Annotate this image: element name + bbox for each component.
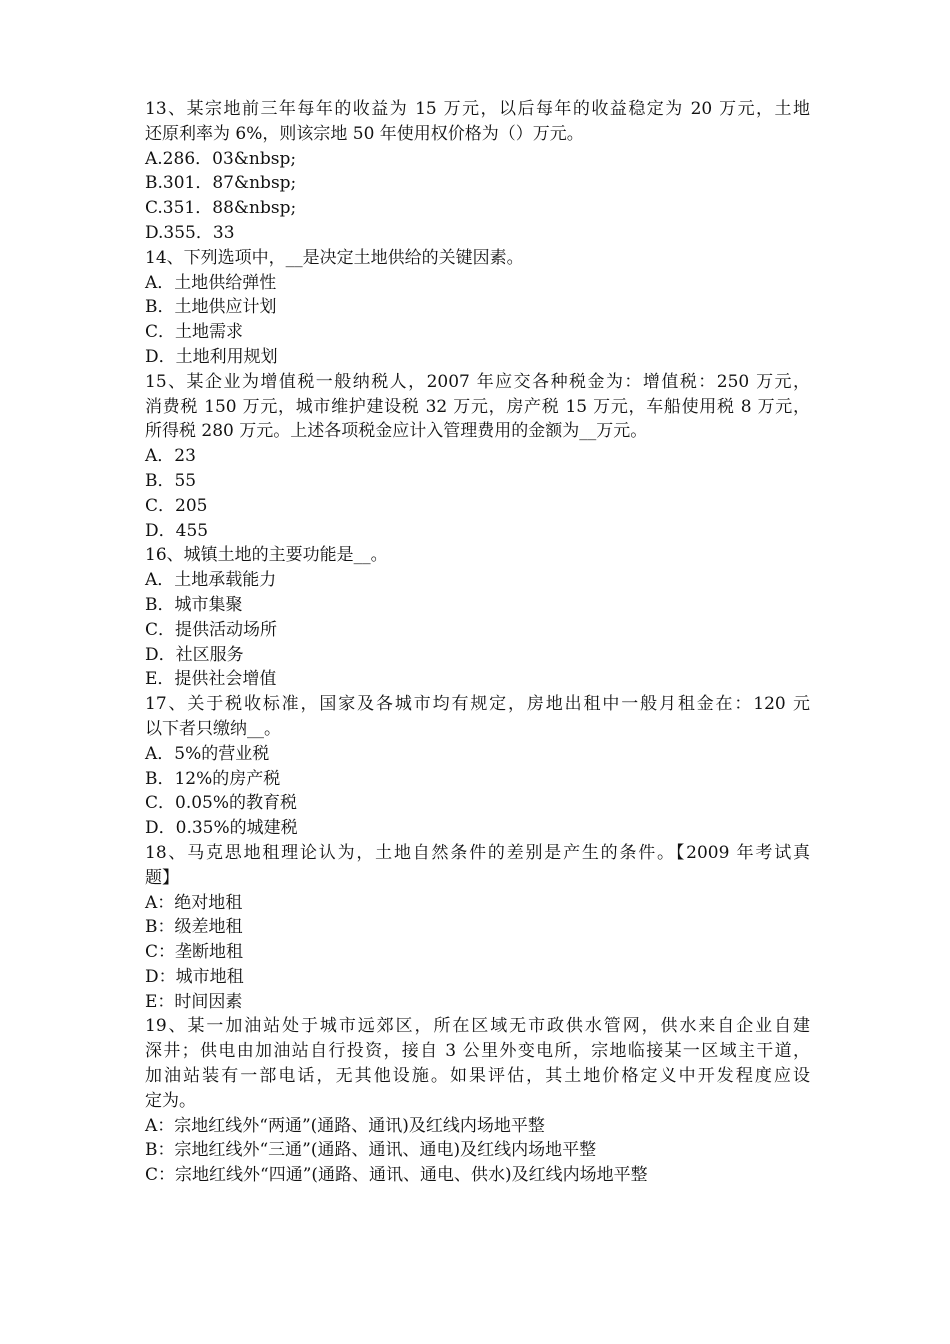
question-block — [145, 370, 810, 544]
question-stem-line: 题】 — [145, 867, 179, 888]
answer-option: B.301．87&nbsp; — [145, 173, 297, 194]
answer-option: C.351．88&nbsp; — [145, 198, 297, 219]
question-stem-line: 15、某企业为增值税一般纳税人，2007 年应交各种税金为：增值税：250 万元， — [145, 371, 810, 392]
answer-option: D．土地利用规划 — [145, 346, 278, 367]
question-block — [145, 841, 810, 1015]
answer-option: C．205 — [145, 495, 208, 516]
answer-option: A．土地承载能力 — [145, 570, 277, 591]
answer-option: A：绝对地租 — [145, 892, 243, 913]
answer-option: D.355．33 — [145, 222, 235, 243]
answer-option: B．12%的房产税 — [145, 768, 281, 789]
answer-option: A．土地供给弹性 — [145, 272, 277, 293]
question-stem-line: 加油站装有一部电话，无其他设施。如果评估，其土地价格定义中开发程度应设 — [145, 1066, 810, 1087]
answer-option: C：垄断地租 — [145, 942, 244, 963]
question-stem-line: 18、马克思地租理论认为，土地自然条件的差别是产生的条件。【2009 年考试真 — [145, 842, 810, 863]
answer-option: C．0.05%的教育税 — [145, 793, 298, 814]
document-page — [145, 97, 810, 1188]
question-stem-line: 消费税 150 万元，城市维护建设税 32 万元，房产税 15 万元，车船使用税 8 万元， — [145, 396, 810, 417]
answer-option: C．提供活动场所 — [145, 619, 278, 640]
question-block — [145, 692, 810, 841]
answer-option: B．土地供应计划 — [145, 297, 277, 318]
answer-option: B：宗地红线外“三通”(通路、通讯、通电)及红线内场地平整 — [145, 1140, 597, 1161]
answer-option: A．5%的营业税 — [145, 743, 270, 764]
answer-option: B．55 — [145, 470, 197, 491]
answer-option: C：宗地红线外“四通”(通路、通讯、通电、供水)及红线内场地平整 — [145, 1165, 648, 1186]
question-block — [145, 543, 810, 692]
answer-option: D．0.35%的城建税 — [145, 818, 298, 839]
question-stem-line: 定为。 — [145, 1090, 196, 1111]
question-stem-line: 16、城镇土地的主要功能是__。 — [145, 545, 388, 566]
question-block — [145, 97, 810, 246]
answer-option: C．土地需求 — [145, 322, 244, 343]
question-stem-line: 19、某一加油站处于城市远郊区，所在区域无市政供水管网，供水来自企业自建 — [145, 1016, 810, 1037]
question-block — [145, 246, 810, 370]
question-stem-line: 所得税 280 万元。上述各项税金应计入管理费用的金额为__万元。 — [145, 421, 648, 442]
question-stem-line: 深井；供电由加油站自行投资，接自 3 公里外变电所，宗地临接某一区域主干道， — [145, 1041, 810, 1062]
question-block — [145, 1014, 810, 1188]
question-stem-line: 14、下列选项中，__是决定土地供给的关键因素。 — [145, 247, 524, 268]
answer-option: D：城市地租 — [145, 966, 244, 987]
answer-option: B．城市集聚 — [145, 594, 243, 615]
question-stem-line: 13、某宗地前三年每年的收益为 15 万元，以后每年的收益稳定为 20 万元，土地 — [145, 99, 810, 119]
answer-option: E．提供社会增值 — [145, 669, 277, 690]
question-stem-line: 17、关于税收标准，国家及各城市均有规定，房地出租中一般月租金在：120 元 — [145, 694, 810, 715]
answer-option: D．455 — [145, 520, 209, 541]
question-stem-line: 还原利率为 6%，则该宗地 50 年使用权价格为（）万元。 — [145, 123, 584, 144]
answer-option: E：时间因素 — [145, 991, 243, 1012]
question-stem-line: 以下者只缴纳__。 — [145, 718, 281, 739]
answer-option: A：宗地红线外“两通”(通路、通讯)及红线内场地平整 — [145, 1115, 545, 1136]
answer-option: A．23 — [145, 446, 196, 467]
answer-option: A.286．03&nbsp; — [145, 148, 297, 169]
answer-option: B：级差地租 — [145, 917, 243, 938]
answer-option: D．社区服务 — [145, 644, 244, 665]
